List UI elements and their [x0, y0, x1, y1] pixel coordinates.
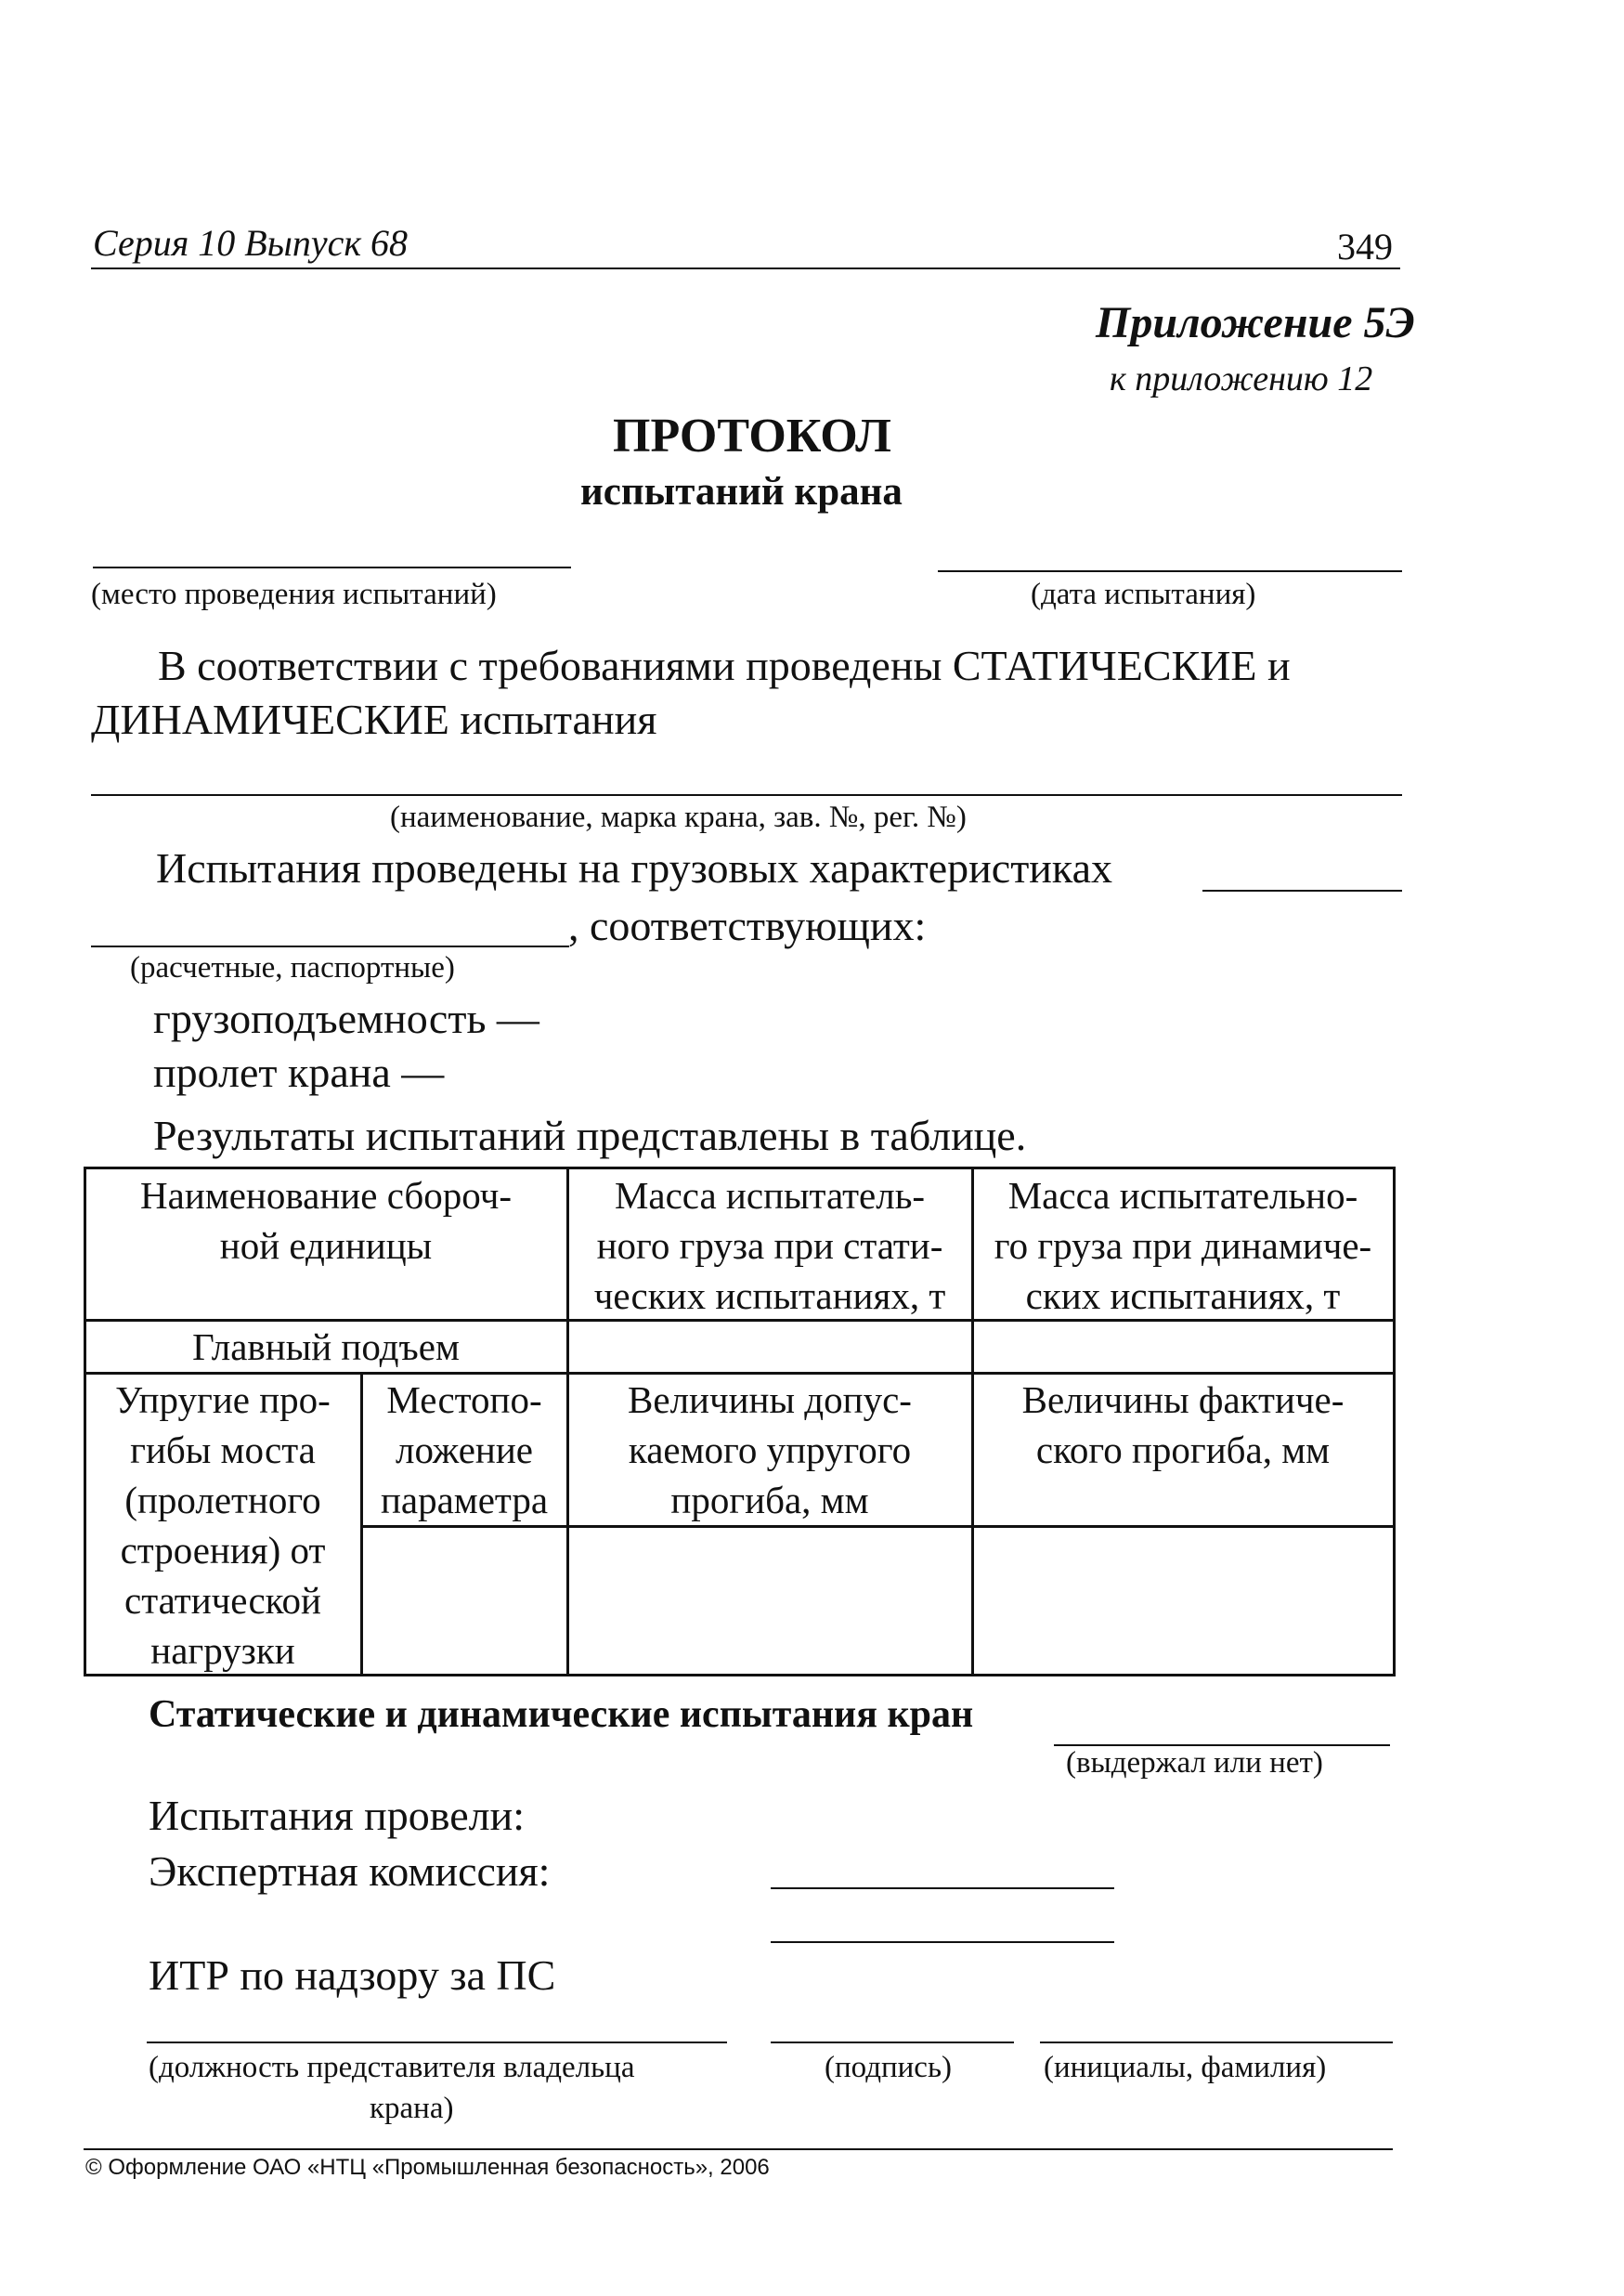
allowed-deflection-line: прогиба, мм	[670, 1479, 869, 1521]
allowed-deflection-line: каемого упругого	[628, 1428, 912, 1471]
crane-name-line	[91, 794, 1402, 796]
actual-deflection-line: Величины фактиче-	[1021, 1378, 1345, 1421]
signature-caption: (подпись)	[825, 2051, 952, 2084]
position-line	[147, 2042, 727, 2043]
statement-line-1: В соответствии с требованиями проведены СТАТИЧЕСКИЕ и	[158, 642, 1291, 689]
position-caption: (должность представителя владельца	[149, 2051, 635, 2084]
load-char-line-1	[1202, 890, 1402, 892]
initials-caption: (инициалы, фамилия)	[1044, 2051, 1327, 2084]
footer-copyright: © Оформление ОАО «НТЦ «Промышленная безопасность», 2006	[85, 2155, 770, 2180]
main-lift-label: Главный подъем	[192, 1325, 460, 1368]
itr-label: ИТР по надзору за ПС	[149, 1951, 556, 1999]
commission-line-1	[771, 1887, 1114, 1889]
crane-name-caption: (наименование, марка крана, зав. №, рег. №)	[390, 801, 967, 834]
header-static-mass-line: Масса испытатель-	[614, 1174, 926, 1217]
commission-label: Экспертная комиссия:	[149, 1847, 551, 1895]
table-border-right	[1393, 1167, 1396, 1676]
header-static-mass-line: ного груза при стати-	[596, 1224, 943, 1267]
elastic-deflection-line: (пролетного	[124, 1479, 321, 1521]
footer-rule	[84, 2148, 1393, 2150]
allowed-deflection-label	[568, 1375, 971, 1525]
allowed-deflection-line: Величины допус-	[628, 1378, 912, 1421]
series-header: Серия 10 Выпуск 68	[93, 222, 409, 264]
commission-line-2	[771, 1941, 1114, 1943]
elastic-deflection-line: статической	[124, 1579, 321, 1622]
parameter-location-line: Местопо-	[386, 1378, 542, 1421]
parameter-location-line: ложение	[395, 1428, 533, 1471]
tests-line-2: , соответствующих:	[568, 902, 927, 949]
place-caption: (место проведения испытаний)	[91, 578, 497, 611]
header-dynamic-mass-line: ских испытаниях, т	[1025, 1274, 1341, 1317]
position-caption-2: крана)	[370, 2092, 454, 2125]
conducted-label: Испытания провели:	[149, 1792, 525, 1839]
table-rule-values	[360, 1525, 1393, 1528]
place-line	[93, 567, 571, 568]
header-assembly-unit-line: Наименование сбороч-	[140, 1174, 512, 1217]
document-title: ПРОТОКОЛ	[613, 410, 891, 463]
parameter-location-line: параметра	[380, 1479, 549, 1521]
elastic-deflection-label	[85, 1375, 360, 1676]
signature-line	[771, 2042, 1014, 2043]
load-char-line-2	[91, 946, 569, 947]
page-number: 349	[1337, 226, 1393, 267]
date-caption: (дата испытания)	[1031, 578, 1256, 611]
header-assembly-unit-line: ной единицы	[219, 1224, 433, 1267]
results-label: Результаты испытаний представлены в таблице.	[153, 1112, 1027, 1159]
parameter-location-label	[362, 1375, 566, 1525]
actual-deflection-line: ского прогиба, мм	[1035, 1428, 1331, 1471]
date-line	[938, 570, 1402, 572]
document-subtitle: испытаний крана	[580, 470, 903, 514]
conclusion-label: Статические и динамические испытания кран	[149, 1693, 974, 1736]
appendix-subtitle: к приложению 12	[1110, 359, 1373, 398]
elastic-deflection-line: нагрузки	[150, 1629, 295, 1672]
load-type-caption: (расчетные, паспортные)	[130, 951, 455, 985]
header-dynamic-mass-line: Масса испытательно-	[1007, 1174, 1358, 1217]
statement-line-2: ДИНАМИЧЕСКИЕ испытания	[91, 696, 657, 743]
header-assembly-unit	[85, 1170, 566, 1271]
table-border-top	[84, 1167, 1393, 1169]
span-label: пролет крана —	[153, 1049, 445, 1096]
header-static-mass	[568, 1170, 971, 1321]
initials-line	[1040, 2042, 1393, 2043]
elastic-deflection-line: Упругие про-	[115, 1378, 331, 1421]
header-dynamic-mass-line: го груза при динамиче-	[994, 1224, 1372, 1267]
actual-deflection-label	[973, 1375, 1393, 1475]
tests-line-1: Испытания проведены на грузовых характеристиках	[156, 844, 1112, 892]
elastic-deflection-line: строения) от	[120, 1529, 326, 1572]
header-dynamic-mass	[973, 1170, 1393, 1321]
appendix-title: Приложение 5Э	[1096, 298, 1415, 347]
header-rule	[91, 267, 1400, 269]
header-static-mass-line: ческих испытаниях, т	[593, 1274, 946, 1317]
passed-caption: (выдержал или нет)	[1066, 1746, 1323, 1780]
capacity-label: грузоподъемность —	[153, 995, 539, 1042]
elastic-deflection-line: гибы моста	[130, 1428, 316, 1471]
